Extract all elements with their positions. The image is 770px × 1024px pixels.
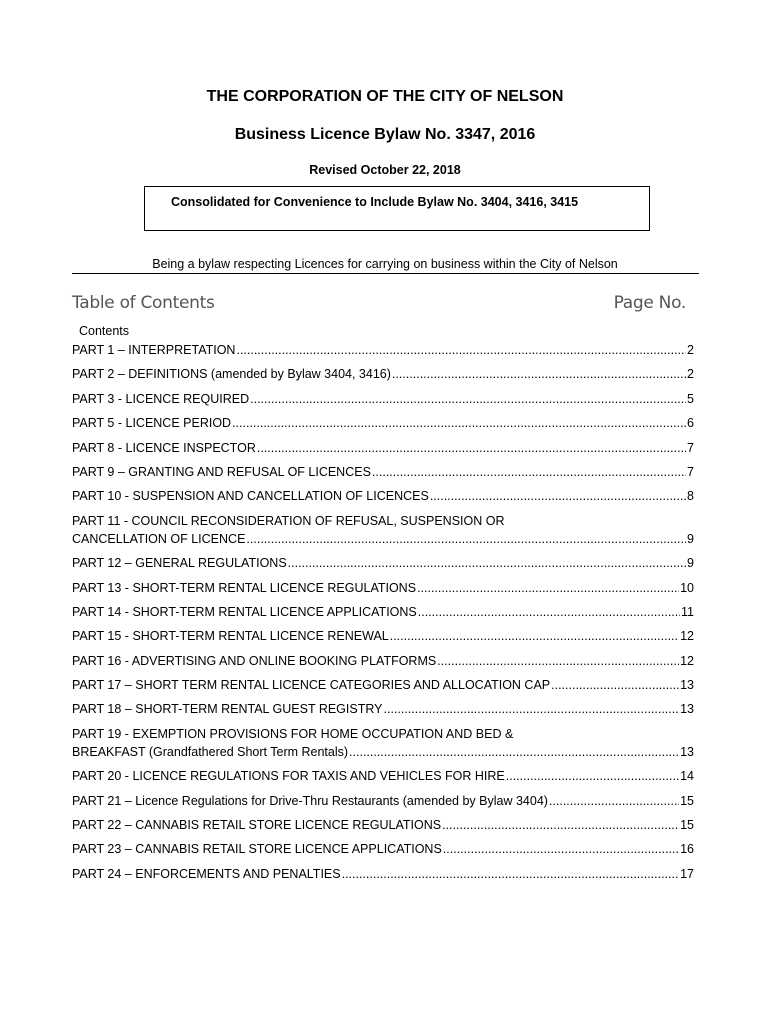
toc-entry-text: PART 3 - LICENCE REQUIRED (72, 391, 250, 406)
toc-entry[interactable] (72, 725, 694, 761)
dot-leader (443, 840, 679, 858)
toc-entry-text: PART 9 – GRANTING AND REFUSAL OF LICENCES (72, 464, 371, 479)
toc-entry-text: PART 22 – CANNABIS RETAIL STORE LICENCE REGULATIONS (72, 818, 442, 833)
toc-entry-row (72, 365, 694, 383)
toc-entry[interactable] (72, 512, 694, 548)
toc-entry-page: 17 (680, 866, 694, 881)
toc-entry-row (72, 390, 694, 408)
toc-entry-text: PART 16 - ADVERTISING AND ONLINE BOOKING PLATFORMS (72, 653, 437, 668)
toc-entry[interactable] (72, 554, 694, 572)
toc-entry-row (72, 816, 694, 834)
dot-leader (442, 816, 679, 834)
toc-entry-text: PART 21 – Licence Regulations for Drive-Thru Restaurants (amended by Bylaw 3404) (72, 793, 548, 808)
toc-entry-row (72, 554, 694, 572)
toc-list (72, 341, 694, 889)
toc-entry-lead: PART 11 - COUNCIL RECONSIDERATION OF REFUSAL, SUSPENSION OR (72, 513, 505, 528)
toc-entry-text: PART 12 – GENERAL REGULATIONS (72, 556, 287, 571)
toc-entry[interactable] (72, 414, 694, 432)
toc-entry[interactable] (72, 439, 694, 457)
dot-leader (384, 700, 680, 718)
toc-entry-row (72, 700, 694, 718)
toc-entry[interactable] (72, 865, 694, 883)
toc-entry-row (72, 341, 694, 359)
toc-entry-row (72, 487, 694, 505)
dot-leader (342, 865, 680, 883)
toc-entry-text: PART 5 - LICENCE PERIOD (72, 416, 232, 431)
toc-title: Table of Contents (72, 293, 215, 313)
dot-leader (392, 365, 686, 383)
toc-entry[interactable] (72, 767, 694, 785)
toc-entry[interactable] (72, 365, 694, 383)
dot-leader (250, 390, 686, 408)
toc-entry-lead: PART 19 - EXEMPTION PROVISIONS FOR HOME OCCUPATION AND BED & (72, 726, 514, 741)
divider (72, 273, 699, 274)
dot-leader (390, 627, 679, 645)
bylaw-title: Business Licence Bylaw No. 3347, 2016 (234, 126, 536, 143)
toc-entry-text: PART 1 – INTERPRETATION (72, 343, 236, 357)
toc-entry[interactable] (72, 487, 694, 505)
toc-entry[interactable] (72, 792, 694, 810)
toc-entry[interactable] (72, 816, 694, 834)
toc-entry-row (72, 530, 694, 548)
toc-entry[interactable] (72, 676, 694, 694)
toc-entry-row (72, 652, 694, 670)
toc-entry-page: 16 (680, 842, 694, 857)
toc-entry-text: PART 18 – SHORT-TERM RENTAL GUEST REGISTRY (72, 702, 383, 717)
toc-entry[interactable] (72, 579, 694, 597)
toc-entry-page: 6 (687, 416, 694, 431)
toc-entry-page: 11 (681, 604, 694, 619)
toc-entry-text: PART 23 – CANNABIS RETAIL STORE LICENCE APPLICATIONS (72, 842, 442, 857)
dot-leader (236, 341, 686, 359)
dot-leader (430, 487, 686, 505)
toc-entry[interactable] (72, 627, 694, 645)
toc-entry-text: PART 13 - SHORT-TERM RENTAL LICENCE REGULATIONS (72, 580, 417, 595)
corporation-heading: THE CORPORATION OF THE CITY OF NELSON (206, 88, 564, 105)
toc-entry-page: 13 (680, 702, 694, 717)
toc-entry-page: 12 (680, 629, 694, 644)
toc-entry-text: PART 17 – SHORT TERM RENTAL LICENCE CATEGORIES AND ALLOCATION CAP (72, 678, 551, 693)
toc-entry-page: 5 (687, 391, 694, 406)
dot-leader (437, 652, 679, 670)
toc-entry[interactable] (72, 652, 694, 670)
toc-entry-row (72, 414, 694, 432)
dot-leader (549, 792, 679, 810)
toc-entry[interactable] (72, 700, 694, 718)
toc-entry-row (72, 676, 694, 694)
toc-entry-page: 14 (680, 769, 694, 784)
toc-entry-row (72, 603, 694, 621)
toc-entry-text: PART 14 - SHORT-TERM RENTAL LICENCE APPLICATIONS (72, 604, 417, 619)
toc-entry-page: 7 (687, 464, 694, 479)
toc-entry-text: PART 20 - LICENCE REGULATIONS FOR TAXIS AND VEHICLES FOR HIRE (72, 769, 505, 784)
bylaw-purpose: Being a bylaw respecting Licences for carrying on business within the City of Nelson (152, 257, 618, 271)
toc-entry-text: BREAKFAST (Grandfathered Short Term Rentals) (72, 744, 349, 759)
toc-entry-page: 2 (687, 343, 694, 357)
toc-entry[interactable] (72, 341, 694, 359)
toc-page-no-label: Page No. (613, 293, 686, 313)
dot-leader (418, 603, 680, 621)
dot-leader (372, 463, 686, 481)
toc-entry-row (72, 743, 694, 761)
toc-entry-page: 9 (687, 556, 694, 571)
dot-leader (551, 676, 679, 694)
dot-leader (288, 554, 686, 572)
toc-entry-row (72, 579, 694, 597)
dot-leader (417, 579, 679, 597)
toc-entry-page: 9 (687, 531, 694, 546)
dot-leader (246, 530, 686, 548)
toc-entry-text: PART 2 – DEFINITIONS (amended by Bylaw 3404, 3416) (72, 367, 391, 382)
contents-label: Contents (79, 324, 130, 338)
toc-entry-row (72, 767, 694, 785)
toc-entry-row (72, 627, 694, 645)
toc-entry-row (72, 865, 694, 883)
revised-date: Revised October 22, 2018 (309, 163, 461, 177)
dot-leader (232, 414, 686, 432)
dot-leader (506, 767, 679, 785)
toc-entry[interactable] (72, 463, 694, 481)
dot-leader (257, 439, 686, 457)
toc-entry[interactable] (72, 603, 694, 621)
toc-entry-row (72, 792, 694, 810)
toc-entry-page: 13 (680, 678, 694, 693)
toc-entry-page: 7 (687, 440, 694, 455)
toc-entry[interactable] (72, 840, 694, 858)
toc-entry-row (72, 840, 694, 858)
toc-entry-page: 8 (687, 489, 694, 504)
consolidation-note: Consolidated for Convenience to Include Bylaw No. 3404, 3416, 3415 (171, 195, 579, 209)
toc-entry[interactable] (72, 390, 694, 408)
toc-entry-row (72, 463, 694, 481)
toc-entry-page: 10 (680, 580, 694, 595)
toc-entry-text: PART 15 - SHORT-TERM RENTAL LICENCE RENEWAL (72, 629, 389, 644)
toc-entry-page: 12 (680, 653, 694, 668)
toc-entry-page: 13 (680, 744, 694, 759)
toc-entry-page: 2 (687, 367, 694, 382)
consolidation-box (144, 186, 650, 231)
toc-entry-row (72, 439, 694, 457)
toc-entry-text: PART 24 – ENFORCEMENTS AND PENALTIES (72, 866, 341, 881)
toc-entry-text: PART 8 - LICENCE INSPECTOR (72, 440, 256, 455)
toc-entry-page: 15 (680, 793, 694, 808)
dot-leader (349, 743, 679, 761)
toc-entry-text: PART 10 - SUSPENSION AND CANCELLATION OF LICENCES (72, 489, 429, 504)
toc-entry-page: 15 (680, 818, 694, 833)
toc-entry-text: CANCELLATION OF LICENCE (72, 531, 246, 546)
